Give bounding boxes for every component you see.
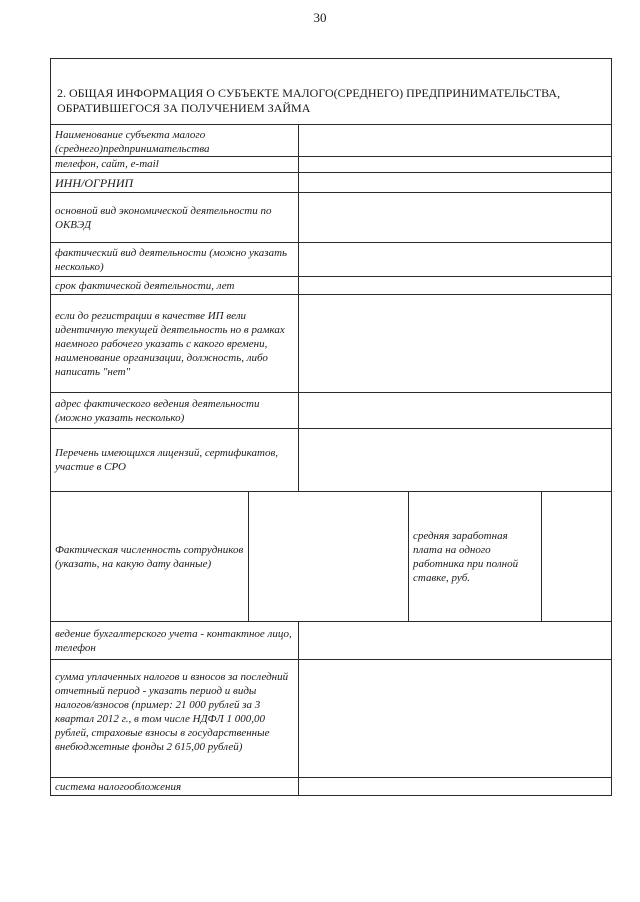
value-inn[interactable] <box>299 173 612 193</box>
value-actual-activity[interactable] <box>299 243 612 277</box>
label-activity-term: срок фактической деятельности, лет <box>51 277 299 295</box>
company-info-table <box>50 58 612 796</box>
row-inn <box>51 173 612 193</box>
value-licenses[interactable] <box>299 429 612 492</box>
row-address <box>51 393 612 429</box>
label-okved: основной вид экономической деятельности по ОКВЭД <box>51 193 299 243</box>
value-accounting[interactable] <box>299 622 612 660</box>
value-staff-count[interactable] <box>249 492 409 622</box>
label-contacts: телефон, сайт, e-mail <box>51 157 299 173</box>
row-prior-employment <box>51 295 612 393</box>
label-taxes-paid: сумма уплаченных налогов и взносов за последний отчетный период - указать период и виды налогов/взносов (пример: 21 000 рублей за 3 квартал 2012 г., в том числе НДФЛ 1 000,00 рублей, страховые взносы в государственные внебюджетные фонды 2 615,00 рублей) <box>51 660 299 778</box>
value-address[interactable] <box>299 393 612 429</box>
row-licenses <box>51 429 612 492</box>
label-accounting: ведение бухгалтерского учета - контактное лицо, телефон <box>51 622 299 660</box>
table-header-row <box>51 59 612 125</box>
label-inn: ИНН/ОГРНИП <box>51 173 299 193</box>
value-taxes-paid[interactable] <box>299 660 612 778</box>
row-taxes-paid <box>51 660 612 778</box>
section-header: 2. ОБЩАЯ ИНФОРМАЦИЯ О СУБЪЕКТЕ МАЛОГО(СРЕДНЕГО) ПРЕДПРИНИМАТЕЛЬСТВА, ОБРАТИВШЕГОСЯ ЗА ПОЛУЧЕНИЕМ ЗАЙМА <box>51 59 612 125</box>
row-contacts <box>51 157 612 173</box>
label-actual-activity: фактический вид деятельности (можно указать несколько) <box>51 243 299 277</box>
row-okved <box>51 193 612 243</box>
label-avg-salary: средняя заработная плата на одного работника при полной ставке, руб. <box>409 492 542 622</box>
label-company-name: Наименование субъекта малого (среднего)предпринимательства <box>51 125 299 157</box>
row-staff-salary <box>51 492 612 622</box>
label-prior-employment: если до регистрации в качестве ИП вели идентичную текущей деятельность но в рамках наемного рабочего указать с какого времени, наименование организации, должность, либо написать "нет" <box>51 295 299 393</box>
value-tax-system[interactable] <box>299 778 612 796</box>
row-tax-system <box>51 778 612 796</box>
value-prior-employment[interactable] <box>299 295 612 393</box>
value-avg-salary[interactable] <box>542 492 612 622</box>
label-staff-count: Фактическая численность сотрудников (указать, на какую дату данные) <box>51 492 249 622</box>
label-licenses: Перечень имеющихся лицензий, сертификатов, участие в СРО <box>51 429 299 492</box>
value-contacts[interactable] <box>299 157 612 173</box>
row-accounting <box>51 622 612 660</box>
row-company-name <box>51 125 612 157</box>
row-activity-term <box>51 277 612 295</box>
label-tax-system: система налогообложения <box>51 778 299 796</box>
page-number: 30 <box>313 10 327 25</box>
row-actual-activity <box>51 243 612 277</box>
value-okved[interactable] <box>299 193 612 243</box>
value-activity-term[interactable] <box>299 277 612 295</box>
value-company-name[interactable] <box>299 125 612 157</box>
label-address: адрес фактического ведения деятельности (можно указать несколько) <box>51 393 299 429</box>
